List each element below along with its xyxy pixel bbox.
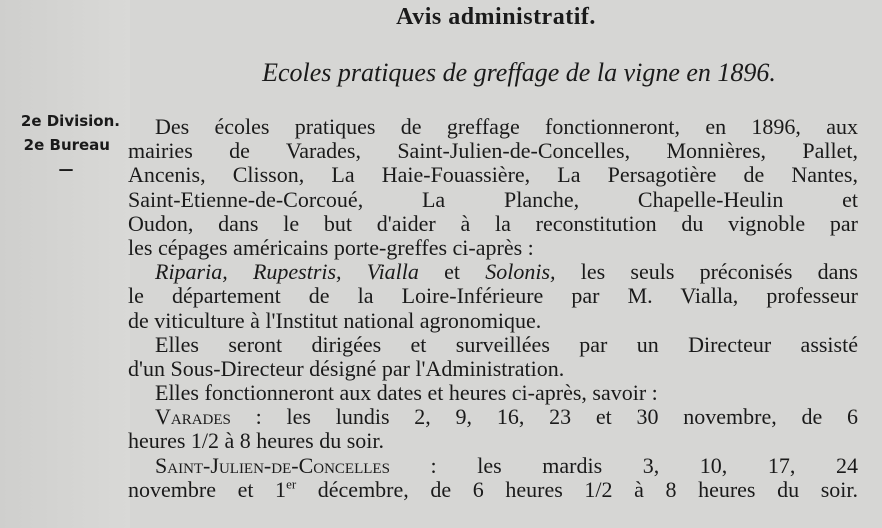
text-line bbox=[128, 139, 858, 163]
text-segment: Oudon, dans le but d'aider à la reconstitution du vignoble par bbox=[128, 210, 858, 236]
text-segment: les seuls préconisés dans bbox=[555, 259, 858, 285]
text-segment: d'un Sous-Directeur désigné par l'Administration. bbox=[128, 355, 565, 381]
text-segment: décembre, de 6 heures 1/2 à 8 heures du soir. bbox=[296, 476, 858, 502]
text-line bbox=[128, 260, 858, 284]
text-segment: Solonis, bbox=[485, 259, 556, 285]
text-segment: heures 1/2 à 8 heures du soir. bbox=[128, 428, 384, 454]
text-line bbox=[128, 429, 858, 453]
margin-dash: — bbox=[58, 160, 74, 178]
text-segment: : les lundis 2, 9, 16, 23 et 30 novembre, de 6 bbox=[230, 404, 858, 430]
text-segment: Riparia, Rupestris, Vialla bbox=[155, 259, 419, 285]
text-segment: de viticulture à l'Institut national agronomique. bbox=[128, 307, 542, 333]
text-segment: novembre et 1 bbox=[128, 476, 287, 502]
text-segment: : les mardis 3, 10, 17, 24 bbox=[389, 452, 858, 478]
text-line bbox=[128, 163, 858, 187]
text-line bbox=[128, 188, 858, 212]
text-segment: Ancenis, Clisson, La Haie-Fouassière, La Persagotière de Nantes, bbox=[128, 162, 858, 188]
margin-division: 2e Division. bbox=[20, 112, 120, 130]
text-line bbox=[128, 405, 858, 429]
text-segment: Elles seront dirigées et surveillées par un Directeur assisté bbox=[155, 331, 858, 357]
text-segment: Varades bbox=[155, 404, 231, 430]
text-line bbox=[128, 309, 858, 333]
text-line bbox=[128, 333, 858, 357]
text-segment: Des écoles pratiques de greffage fonctionneront, en 1896, aux bbox=[155, 114, 858, 139]
text-line bbox=[128, 236, 858, 260]
margin-bureau: 2e Bureau bbox=[23, 136, 110, 154]
page-subtitle: Ecoles pratiques de greffage de la vigne en 1896. bbox=[262, 58, 776, 87]
page-margin-shade bbox=[0, 0, 130, 528]
text-segment: Saint-Etienne-de-Corcoué, La Planche, Chapelle-Heulin et bbox=[128, 186, 858, 212]
text-segment: les cépages américains porte-greffes ci-après : bbox=[128, 234, 534, 260]
text-line bbox=[128, 454, 858, 478]
text-line bbox=[128, 115, 858, 139]
notice-body bbox=[128, 115, 858, 502]
text-line bbox=[128, 284, 858, 308]
text-line bbox=[128, 381, 858, 405]
text-segment: le département de la Loire-Inférieure par M. Vialla, professeur bbox=[128, 283, 858, 309]
text-line bbox=[128, 357, 858, 381]
text-segment: et bbox=[418, 259, 486, 285]
text-segment: Saint-Julien-de-Concelles bbox=[155, 452, 390, 478]
text-line bbox=[128, 478, 858, 502]
page-title: Avis administratif. bbox=[396, 4, 596, 30]
text-line bbox=[128, 212, 858, 236]
text-segment: Elles fonctionneront aux dates et heures ci-après, savoir : bbox=[155, 380, 658, 406]
text-segment: mairies de Varades, Saint-Julien-de-Concelles, Monnières, Pallet, bbox=[128, 138, 858, 164]
text-segment: er bbox=[286, 476, 297, 492]
